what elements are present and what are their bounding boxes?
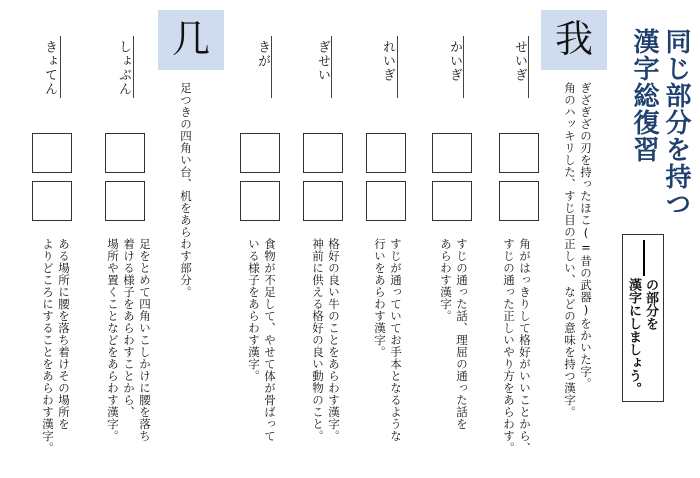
desc-gisei	[310, 238, 342, 442]
worksheet-title	[628, 28, 692, 217]
desc-kaigi	[438, 238, 470, 430]
desc-line: いる様子をあらわす漢字。	[247, 238, 261, 382]
answer-box-gisei-1[interactable]	[303, 133, 343, 173]
answer-box-shobun-2[interactable]	[105, 181, 145, 221]
desc-line: ある場所に腰を落ち着けその場所を	[57, 238, 71, 430]
kanji-header-1: 我	[554, 17, 593, 61]
answer-box-kiga-1[interactable]	[240, 133, 280, 173]
reading-line	[271, 36, 272, 98]
desc-reigi	[372, 238, 404, 442]
desc-line: すじの通った話、理屈の通った話を	[455, 238, 469, 430]
reading-line	[397, 36, 398, 98]
group1-explanation-line-1: ぎざぎざの刃を持ったほこ(=昔の武器)をかいた字。	[579, 82, 593, 390]
desc-line: 食物が不足して、やせて体が骨ばって	[263, 238, 277, 442]
answer-box-kyoten-2[interactable]	[32, 181, 72, 221]
desc-line: あらわす漢字。	[439, 238, 453, 322]
instruction-text	[625, 278, 659, 395]
desc-kyoten	[40, 238, 72, 454]
desc-line: すじの通った正しいやり方をあらわす。	[502, 238, 516, 454]
desc-line: 足をとめて四角いこしかけに腰を落ち	[138, 238, 152, 442]
group1-explanation	[562, 82, 594, 418]
answer-box-reigi-1[interactable]	[366, 133, 406, 173]
answer-box-kiga-2[interactable]	[240, 181, 280, 221]
desc-kiga	[246, 238, 278, 442]
title-line-2: 漢字総復習	[629, 28, 659, 163]
reading-kiga: きが	[255, 40, 270, 68]
desc-shobun	[105, 238, 153, 442]
group2-explanation	[178, 82, 194, 298]
answer-box-shobun-1[interactable]	[105, 133, 145, 173]
title-line-1: 同じ部分を持つ	[661, 28, 691, 217]
desc-line: すじが通っていてお手本となるような	[389, 238, 403, 442]
reading-line	[463, 36, 464, 98]
desc-line: 神前に供える格好の良い動物のこと。	[311, 238, 325, 442]
answer-box-kaigi-2[interactable]	[432, 181, 472, 221]
answer-box-seigi-1[interactable]	[499, 133, 539, 173]
reading-kaigi: かいぎ	[447, 40, 462, 82]
desc-line: よりどころにすることをあらわす漢字。	[41, 238, 55, 454]
reading-line	[133, 36, 134, 98]
reading-line	[331, 36, 332, 98]
instruction-line-2: 漢字にしましょう。	[626, 278, 641, 395]
desc-seigi	[501, 238, 533, 454]
desc-line: 格好の良い牛のことをあらわす漢字。	[327, 238, 341, 442]
reading-shobun: しょぶん	[116, 40, 131, 96]
answer-box-reigi-2[interactable]	[366, 181, 406, 221]
answer-box-seigi-2[interactable]	[499, 181, 539, 221]
reading-kyoten: きょてん	[42, 40, 57, 96]
desc-line: 着ける様子をあらわすことから、	[122, 238, 136, 418]
instruction-underline-sample	[643, 240, 645, 276]
answer-box-kyoten-1[interactable]	[32, 133, 72, 173]
group2-explanation-line-1: 足つきの四角い台、机をあらわす部分。	[179, 82, 193, 298]
kanji-header-2: 几	[171, 17, 210, 61]
desc-line: 場所や置くことなどをあらわす漢字。	[106, 238, 120, 442]
answer-box-gisei-2[interactable]	[303, 181, 343, 221]
group1-explanation-line-2: 角のハッキリした、すじ目の正しい、などの意味を持つ漢字。	[563, 82, 577, 418]
reading-seigi: せいぎ	[512, 40, 527, 82]
reading-line	[60, 36, 61, 98]
reading-reigi: れいぎ	[380, 40, 395, 82]
reading-line	[528, 36, 529, 98]
reading-gisei: ぎせい	[315, 40, 330, 82]
answer-box-kaigi-1[interactable]	[432, 133, 472, 173]
desc-line: 行いをあらわす漢字。	[373, 238, 387, 358]
desc-line: 角がはっきりして格好がいいことから、	[518, 238, 532, 454]
instruction-line-1: の部分を	[643, 278, 658, 330]
